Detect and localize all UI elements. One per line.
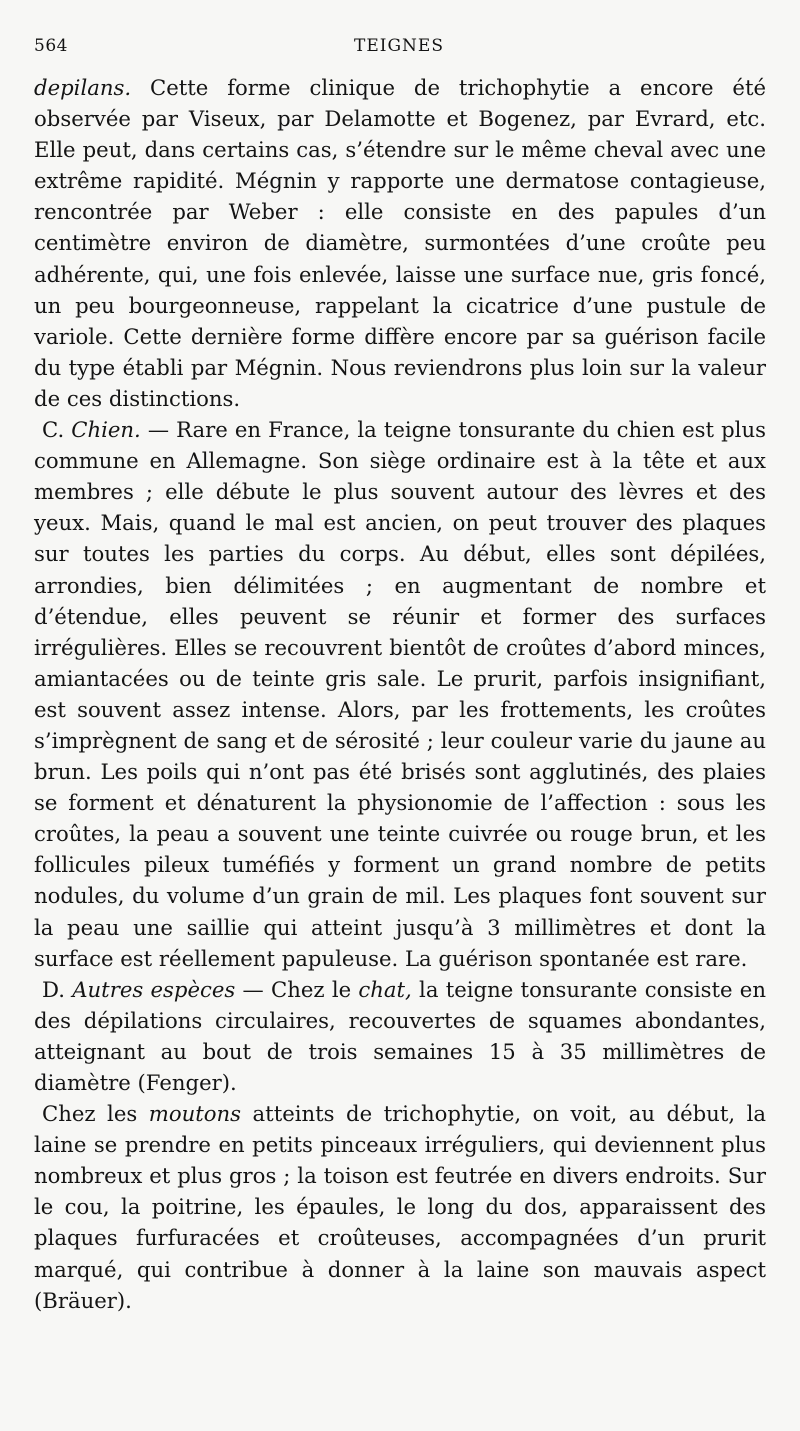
- italic-lead: moutons: [148, 1101, 242, 1127]
- running-head: [34, 34, 764, 58]
- paragraph-text: atteints de trichophytie, on voit, au début, la laine se prendre en petits pinceaux irréguliers, qui deviennent plus nombreux et plus gros ; la toison est feutrée en divers endroits. Sur le cou, la poitrine, les épaules, le long du dos, apparaissent des plaques furfuracées et croûteuses, accompagnées d’un prurit marqué, qui contribue à donner à la laine son mauvais aspect (Bräuer).: [34, 1101, 766, 1313]
- italic-lead: Autres espèces: [72, 976, 236, 1002]
- paragraph-text: Cette forme clinique de trichophytie a encore été observée par Viseux, par Delamotte et Bogenez, par Evrard, etc. Elle peut, dans certains cas, s’étendre sur le même cheval avec une extrême rapidité. Mégnin y rapporte une dermatose contagieuse, rencontrée par Weber : elle consiste en des papules d’un centimètre environ de diamètre, surmontées d’une croûte peu adhérente, qui, une fois enlevée, laisse une surface nue, gris foncé, un peu bourgeonneuse, rappelant la cicatrice d’une pustule de variole. Cette dernière forme diffère encore par sa guérison facile du type établi par Mégnin. Nous reviendrons plus loin sur la valeur de ces distinctions.: [34, 75, 766, 411]
- paragraph-moutons: [34, 1098, 766, 1316]
- paragraph-text: la teigne tonsurante consiste en des dépilations circulaires, recouvertes de squames abondantes, atteignant au bout de trois semaines 15 à 35 millimètres de diamètre (Fenger).: [34, 976, 766, 1095]
- page-number: 564: [34, 36, 68, 56]
- section-letter: D.: [42, 976, 73, 1002]
- paragraph-chien: [34, 414, 766, 974]
- paragraph-depilans: [34, 72, 766, 414]
- italic-lead: Chien.: [71, 417, 141, 443]
- italic-term: chat,: [358, 976, 412, 1002]
- section-letter: C.: [42, 417, 72, 443]
- paragraph-text-mid: — Chez le: [235, 976, 359, 1002]
- body-text: [34, 72, 766, 1316]
- paragraph-text: — Rare en France, la teigne tonsurante du chien est plus commune en Allemagne. Son siège ordinaire est à la tête et aux membres ; elle débute le plus souvent autour des lèvres et des yeux. Mais, quand le mal est ancien, on peut trouver des plaques sur toutes les parties du corps. Au début, elles sont dépilées, arrondies, bien délimitées ; en augmentant de nombre et d’étendue, elles peuvent se réunir et former des surfaces irrégulières. Elles se recouvrent bientôt de croûtes d’abord minces, amiantacées ou de teinte gris sale. Le prurit, parfois insignifiant, est souvent assez intense. Alors, par les frottements, les croûtes s’imprègnent de sang et de sérosité ; leur couleur varie du jaune au brun. Les poils qui n’ont pas été brisés sont agglutinés, des plaies se forment et dénaturent la physionomie de l’affection : sous les croûtes, la peau a souvent une teinte cuivrée ou rouge brun, et les follicules pileux tuméfiés y forment un grand nombre de petits nodules, du volume d’un grain de mil. Les plaques font souvent sur la peau une saillie qui atteint jusqu’à 3 millimètres et dont la surface est réellement papuleuse. La guérison spontanée est rare.: [34, 417, 766, 971]
- paragraph-autres-especes: [34, 974, 766, 1098]
- paragraph-prefix: Chez les: [42, 1101, 149, 1127]
- running-title: TEIGNES: [354, 36, 444, 56]
- italic-lead: depilans.: [34, 75, 132, 100]
